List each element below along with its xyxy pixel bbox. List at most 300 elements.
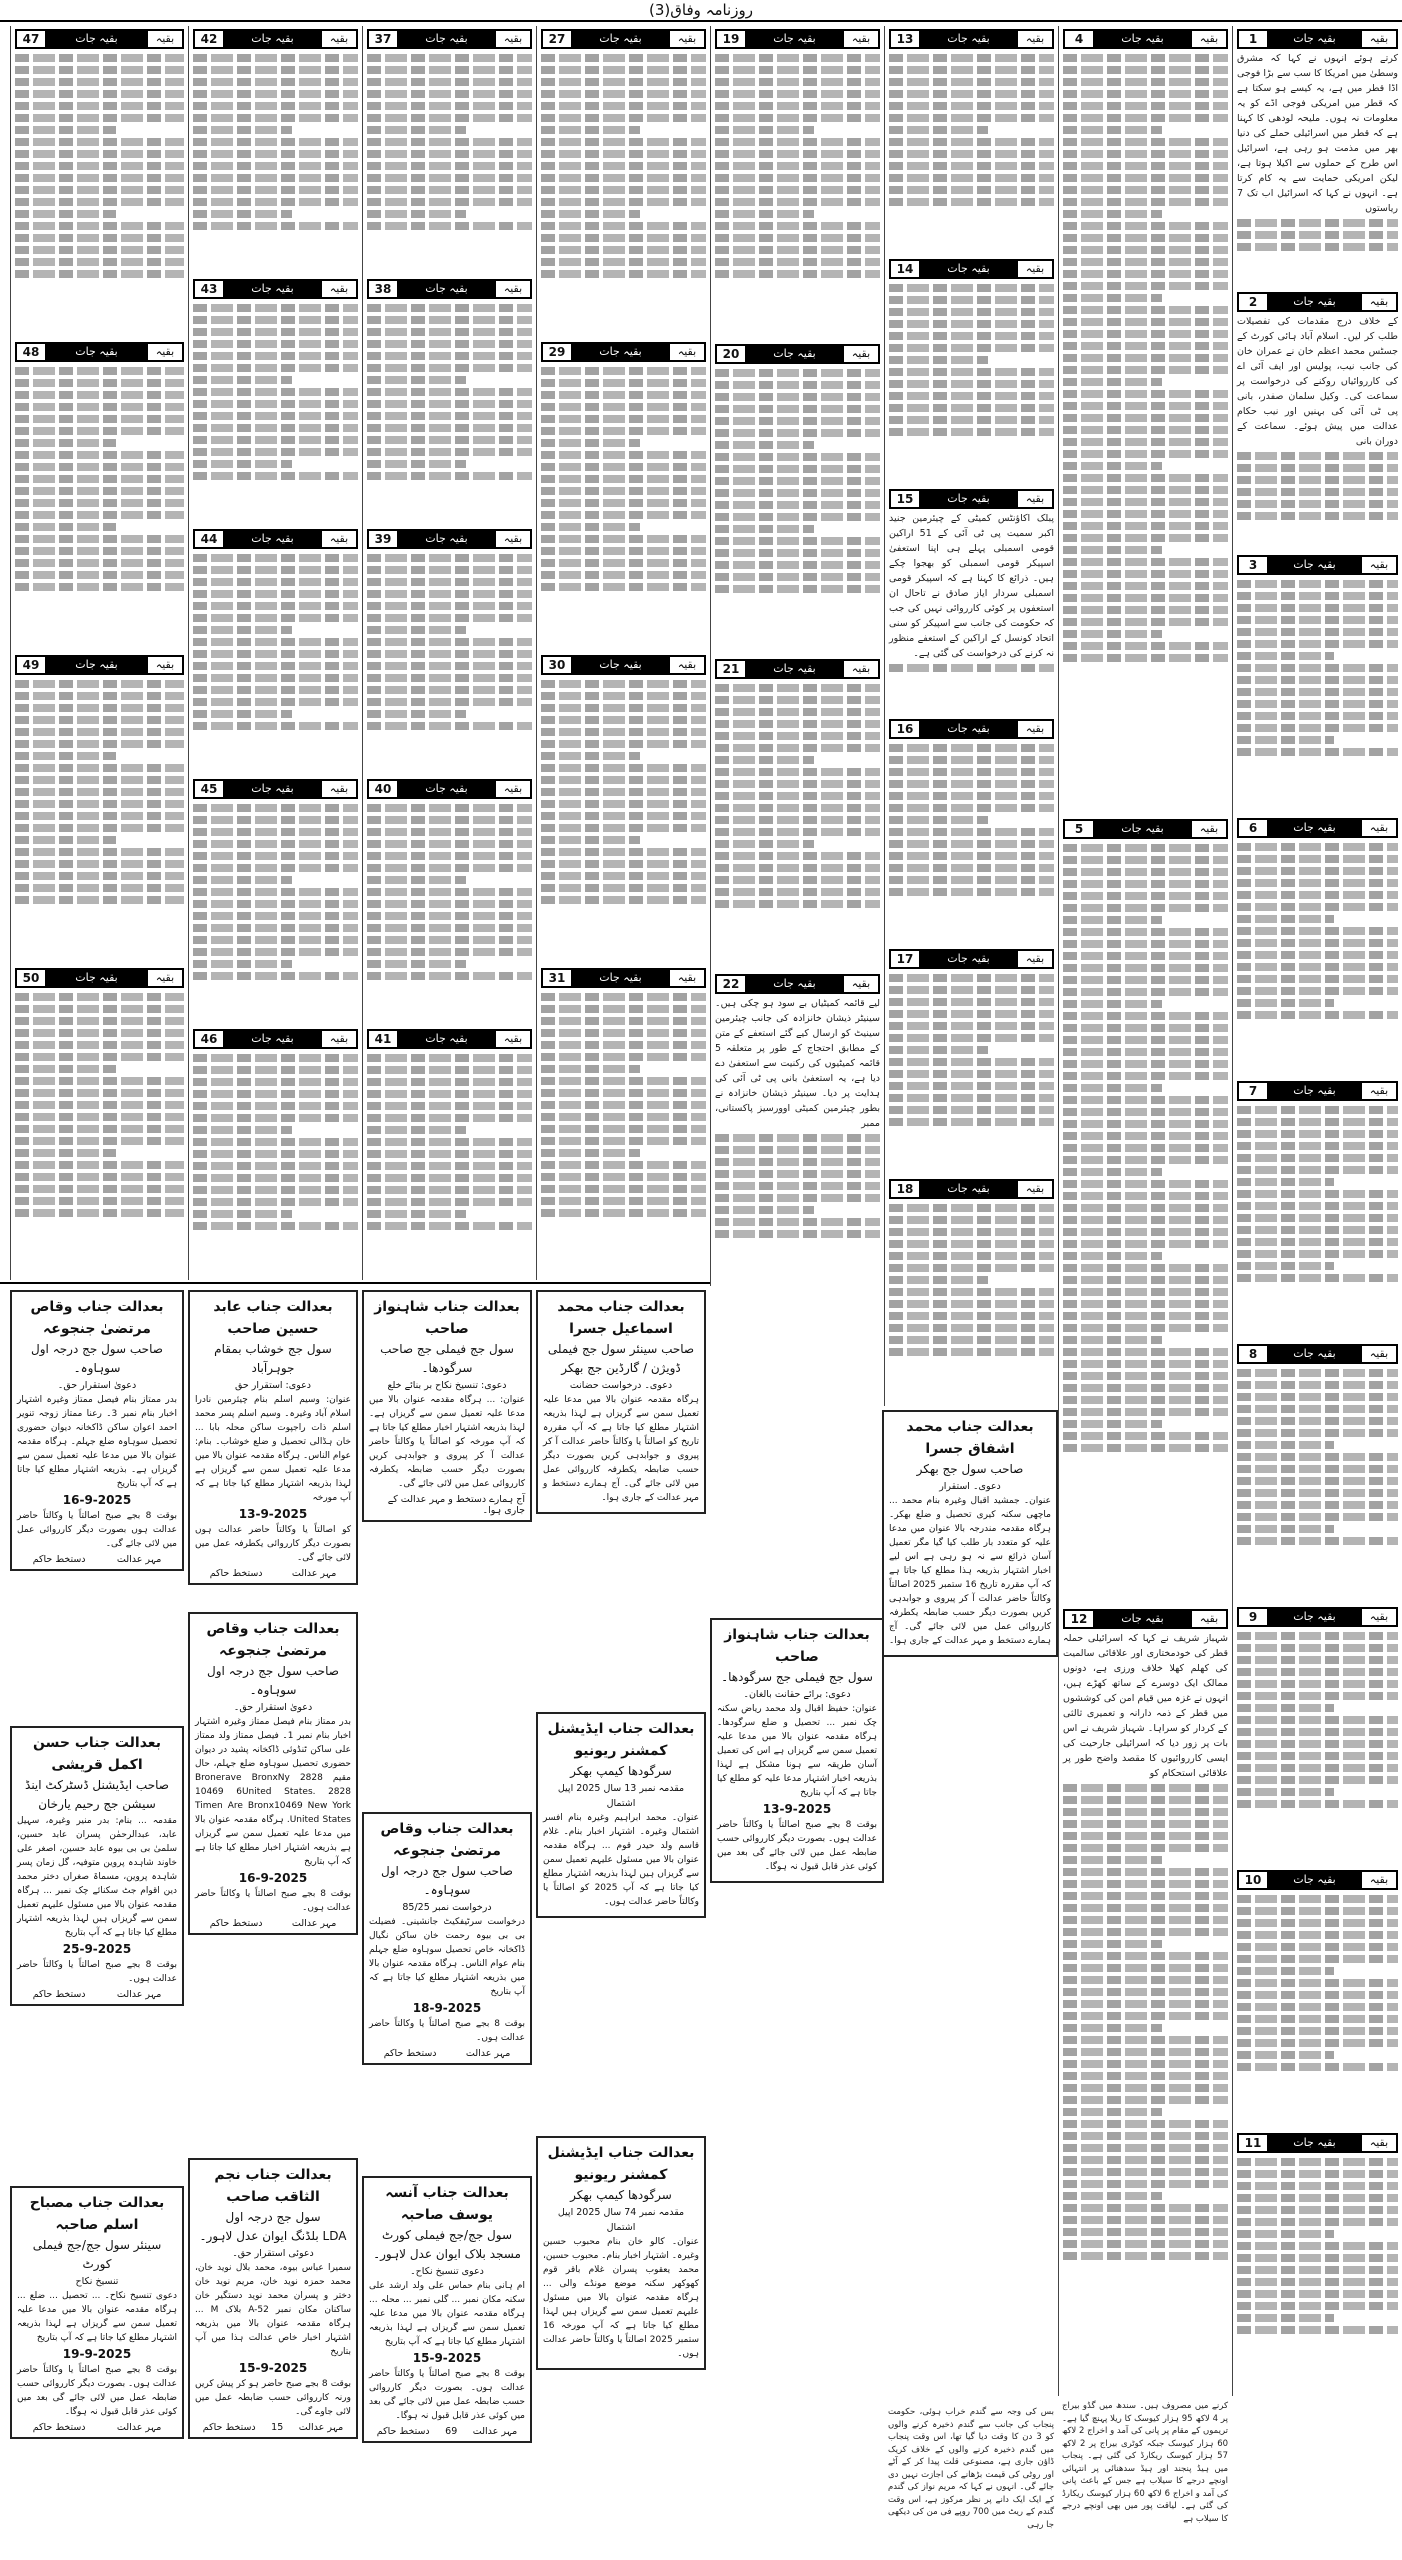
ribbon-tag: بقیہ xyxy=(1360,1609,1396,1625)
story-continuation xyxy=(715,366,880,597)
ribbon-tag: بقیہ xyxy=(1360,820,1396,836)
notice-judge-designation: صاحب سول جج بھکر xyxy=(916,1462,1024,1476)
story-continuation xyxy=(193,801,358,984)
notice-court-location: LDA بلڈنگ ایوان عدل لاہور۔ xyxy=(199,2229,347,2243)
ribbon-label: بقیہ جات xyxy=(1269,557,1360,573)
notice-court-title: بعدالت جناب حسن اکمل قریشی xyxy=(33,1735,161,1773)
story-continuation xyxy=(1063,51,1228,666)
ribbon-tag: بقیہ xyxy=(146,970,182,986)
news-story xyxy=(367,276,532,526)
story-ribbon xyxy=(889,29,1054,49)
ribbon-tag: بقیہ xyxy=(1360,1083,1396,1099)
ribbon-tag: بقیہ xyxy=(1360,557,1396,573)
court-seal-label: مہر عدالت xyxy=(116,1554,162,1565)
story-number: 5 xyxy=(1065,821,1095,837)
notice-hearing-date: 16-9-2025 xyxy=(62,1493,132,1507)
story-text: کے خلاف درج مقدمات کی تفصیلات طلب کر لیں۔ اسلام آباد ہائی کورٹ کے جسٹس محمد اعظم خان نے عمران خان کی جانب نیب، پولیس اور ایف آئی اے کی کارروائیاں روکنے کی درخواست پر سماعت کی۔ وکیل سلمان صفدر، بانی پی ٹی آئی کی بہنیں اور نیب حکام عدالت میں پیش ہوئے۔ سماعت کے دوران بانی xyxy=(1237,316,1398,447)
ribbon-label: بقیہ جات xyxy=(747,346,842,362)
ribbon-label: بقیہ جات xyxy=(47,344,146,360)
notice-court-title: بعدالت جناب محمد اسماعیل جسرا xyxy=(557,1299,685,1337)
story-number: 31 xyxy=(543,970,573,986)
ribbon-label: بقیہ جات xyxy=(921,261,1016,277)
news-story xyxy=(193,26,358,276)
notice-signature-row xyxy=(369,2426,525,2437)
story-ribbon xyxy=(15,655,184,675)
notice-number: 15 xyxy=(271,2422,284,2433)
ribbon-label: بقیہ جات xyxy=(1269,1872,1360,1888)
notice-court-title: بعدالت جناب ایڈیشنل کمشنر ریونیو xyxy=(547,1721,695,1759)
news-story xyxy=(715,656,880,971)
signature-label: دستخط حاکم xyxy=(209,1918,263,1929)
court-notice xyxy=(188,2158,358,2439)
ribbon-label: بقیہ جات xyxy=(747,976,842,992)
notice-court-title: بعدالت جناب شاہنواز صاحب xyxy=(724,1627,870,1665)
news-story xyxy=(889,26,1054,256)
notice-body: عنوان: ... ہرگاہ مقدمہ عنوان بالا میں مدعا علیہ تعمیل سمن سے گریزاں ہے۔ لہذا بذریعہ اشتہار اخبار مطلع کیا جاتا ہے کہ آپ مورخہ کو اصالتاً یا وکالتاً حاضر عدالت آ کر پیروی و جوابدہی کریں بصورت دیگر حسب ضابطہ یکطرفہ کارروائی عمل میں لائی جائے گی۔ xyxy=(369,1395,525,1489)
story-continuation xyxy=(1237,449,1398,524)
news-story xyxy=(367,26,532,276)
court-notice xyxy=(362,1812,532,2065)
notice-claim: مقدمہ نمبر 74 سال 2025 اپیل اشتمال xyxy=(557,2207,685,2233)
ribbon-label: بقیہ جات xyxy=(573,657,668,673)
story-continuation xyxy=(889,281,1054,440)
news-story xyxy=(889,256,1054,486)
notice-hearing-date: 16-9-2025 xyxy=(238,1871,308,1885)
court-notice xyxy=(536,2136,706,2370)
story-ribbon xyxy=(193,779,358,799)
news-story xyxy=(15,652,184,965)
story-number: 22 xyxy=(717,976,747,992)
notice-court-title: بعدالت جناب وقاص مرتضیٰ جنجوعہ xyxy=(380,1821,514,1859)
story-continuation xyxy=(193,1051,358,1234)
story-text: پبلک اکاؤنٹس کمیٹی کے چیئرمین جنید اکبر سمیت پی ٹی آئی کے 51 اراکین قومی اسمبلی پہلے ہی اپنا استعفیٰ اسپیکر قومی اسمبلی کو بھجوا چکے ہیں۔ ذرائع کا کہنا ہے کہ اسپیکر قومی اسمبلی سردار ایاز صادق نے تاحال ان استعفوں پر کوئی کارروائی نہیں کی جب کہ حکومت کی جانب سے اسپیکر کو سنی اتحاد کونسل کے اراکین کے استعفے منظور نہ کرنے کی درخواست کی گئی ہے۔ xyxy=(889,513,1055,659)
ribbon-label: بقیہ جات xyxy=(47,970,146,986)
notice-judge-designation: صاحب ایڈیشنل ڈسٹرکٹ اینڈ سیشن جج رحیم یارخان xyxy=(25,1778,169,1811)
notice-court-title: بعدالت جناب محمد اشفاق جسرا xyxy=(906,1419,1034,1457)
notice-claim: درخواست نمبر 85/25 xyxy=(402,1902,492,1913)
story-ribbon xyxy=(15,342,184,362)
newspaper-masthead xyxy=(0,0,1402,22)
story-continuation xyxy=(889,1201,1054,1360)
ribbon-label: بقیہ جات xyxy=(399,31,494,47)
notice-body: درخواست سرٹیفکیٹ جانشینی۔ فضیلت بی بی بیوہ رحمت خان ساکن نگیال ڈاکخانہ خاص تحصیل سوہاوہ ضلع جہلم بنام عوام الناس۔ ہرگاہ مقدمہ عنوان بالا میں بذریعہ اشتہار مطلع کیا جاتا ہے کہ آپ بتاریخ xyxy=(369,1917,525,1997)
court-seal-label: مہر عدالت xyxy=(472,2426,518,2437)
story-number: 30 xyxy=(543,657,573,673)
story-number: 11 xyxy=(1239,2135,1269,2151)
notice-hearing-date: 13-9-2025 xyxy=(762,1802,832,1816)
news-column xyxy=(536,26,710,1280)
news-column xyxy=(1058,26,1232,2396)
court-notice xyxy=(536,1712,706,1918)
story-continuation xyxy=(715,681,880,912)
story-continuation xyxy=(15,51,184,282)
notice-judge-designation: سول جج فیملی جج صاحب سرگودھا۔ xyxy=(380,1342,514,1375)
story-ribbon xyxy=(715,974,880,994)
notice-hearing-date: 15-9-2025 xyxy=(238,2361,308,2375)
story-continuation xyxy=(15,364,184,595)
story-continuation xyxy=(1237,840,1398,1023)
story-number: 40 xyxy=(369,781,399,797)
notice-claim: دعوی۔ درخواست حضانت xyxy=(569,1380,673,1391)
story-number: 12 xyxy=(1065,1611,1095,1627)
story-ribbon xyxy=(193,29,358,49)
notice-body: عنوان: حفیظ اقبال ولد محمد ریاض سکنہ چک نمبر ... تحصیل و ضلع سرگودھا۔ ہرگاہ مقدمہ عنوان بالا میں مدعا علیہ تعمیل سمن سے گریزاں ہے اس کی تعمیل آسان طریقہ سے ہونا مشکل ہے لہذا بذریعہ اخبار اشتہار مدعا علیہ کو مطلع کیا جاتا ہے کہ آپ بتاریخ xyxy=(717,1704,877,1798)
ribbon-tag: بقیہ xyxy=(1360,31,1396,47)
story-continuation xyxy=(889,971,1054,1130)
story-ribbon xyxy=(1063,1609,1228,1629)
news-story xyxy=(541,652,706,965)
notice-body-tail: بوقت 8 بجے صبح اصالتاً یا وکالتاً حاضر عدالت ہوں۔ بصورت دیگر کارروائی حسب ضابطہ عمل میں لائی جائے گی بعد میں کوئی عذر قابل قبول نہ ہوگا۔ xyxy=(369,2369,526,2421)
court-notice xyxy=(710,1618,884,1883)
ribbon-label: بقیہ جات xyxy=(1095,821,1190,837)
news-story xyxy=(367,526,532,776)
story-continuation xyxy=(1063,841,1228,1456)
news-story xyxy=(1237,1078,1398,1341)
signature-label: دستخط حاکم xyxy=(32,1989,86,2000)
notice-body: عنوان۔ کالو خان بنام محبوب حسین وغیرہ۔ اشتہار اخبار بنام۔ محبوب حسین، محمد یعقوب پسران غلام باقر قوم کھوکھر سکنہ موضع مونڈے والی ... ہرگاہ مقدمہ عنوان بالا میں مسئول علیہم تعمیل سمن سے گریزاں ہیں لہذا مطلع کیا جاتا ہے کہ آپ مورخہ 16 ستمبر 2025 اصالتاً یا وکالتاً حاضر عدالت ہوں۔ xyxy=(543,2237,699,2359)
story-ribbon xyxy=(889,259,1054,279)
notice-judge-designation: سرگودھا کیمپ بھکر xyxy=(570,1764,672,1778)
notice-judge-designation: سرگودھا کیمپ بھکر xyxy=(570,2188,672,2202)
ribbon-label: بقیہ جات xyxy=(1269,294,1360,310)
story-ribbon xyxy=(367,779,532,799)
ribbon-label: بقیہ جات xyxy=(747,661,842,677)
signature-label: دستخط حاکم xyxy=(32,2422,86,2433)
notice-body-tail: بوقت 8 بجے صبح اصالتاً یا وکالتاً حاضر عدالت ہوں۔ بصورت دیگر کارروائی حسب ضابطہ عمل میں لائی جائے گی بعد میں کوئی عذر قابل قبول نہ ہوگا۔ xyxy=(17,2365,177,2417)
ribbon-label: بقیہ جات xyxy=(47,31,146,47)
story-number: 9 xyxy=(1239,1609,1269,1625)
news-story xyxy=(1237,1867,1398,2130)
ribbon-label: بقیہ جات xyxy=(47,657,146,673)
ribbon-tag: بقیہ xyxy=(668,31,704,47)
story-number: 50 xyxy=(17,970,47,986)
story-number: 15 xyxy=(891,491,921,507)
notice-signature-row xyxy=(195,2422,351,2433)
court-notice xyxy=(10,1290,184,1571)
notice-signature-row xyxy=(17,2422,177,2433)
ribbon-label: بقیہ جات xyxy=(225,31,320,47)
story-number: 46 xyxy=(195,1031,225,1047)
story-continuation xyxy=(1237,1892,1398,2075)
notice-body-tail: کو اصالتاً یا وکالتاً حاضر عدالت ہوں بصورت دیگر کارروائی یکطرفہ عمل میں لائی جائے گی۔ xyxy=(195,1525,351,1563)
story-number: 17 xyxy=(891,951,921,967)
story-continuation xyxy=(715,51,880,282)
ribbon-tag: بقیہ xyxy=(1190,31,1226,47)
ribbon-label: بقیہ جات xyxy=(921,1181,1016,1197)
notice-body-tail: بوقت 8 بجے صبح اصالتاً یا وکالتاً حاضر عدالت ہوں۔ xyxy=(195,1889,352,1913)
ribbon-label: بقیہ جات xyxy=(225,531,320,547)
court-seal-label: مہر عدالت xyxy=(298,2422,344,2433)
ribbon-label: بقیہ جات xyxy=(1269,1609,1360,1625)
notice-body: ام ہانی بنام حماس علی ولد ارشد علی سکنہ مکان نمبر ... گلی نمبر ... محلہ ... ہرگاہ مقدمہ عنوان بالا میں مدعا علیہ تعمیل سمن سے گریزاں ہے لہذا بذریعہ اشتہار مطلع کیا جاتا ہے کہ آپ بتاریخ xyxy=(369,2281,525,2347)
court-notice xyxy=(362,2176,532,2443)
story-number: 39 xyxy=(369,531,399,547)
ribbon-tag: بقیہ xyxy=(1016,491,1052,507)
story-ribbon xyxy=(1237,2133,1398,2153)
story-continuation xyxy=(1063,1781,1228,2264)
story-number: 44 xyxy=(195,531,225,547)
court-seal-label: مہر عدالت xyxy=(116,1989,162,2000)
notice-signature-row xyxy=(369,1494,525,1516)
ribbon-tag: بقیہ xyxy=(494,31,530,47)
ribbon-tag: بقیہ xyxy=(494,1031,530,1047)
notice-number: 69 xyxy=(445,2426,458,2437)
ribbon-tag: بقیہ xyxy=(1016,1181,1052,1197)
story-number: 29 xyxy=(543,344,573,360)
news-story xyxy=(193,276,358,526)
story-continuation xyxy=(193,301,358,484)
ribbon-tag: بقیہ xyxy=(494,531,530,547)
notice-judge-designation: صاحب سول جج درجہ اول سوہاوہ۔ xyxy=(207,1664,339,1697)
story-continuation xyxy=(541,51,706,282)
news-column xyxy=(884,26,1058,1406)
notice-court-title: بعدالت جناب نجم الثاقب صاحب xyxy=(214,2167,332,2205)
ribbon-label: بقیہ جات xyxy=(921,31,1016,47)
ribbon-tag: بقیہ xyxy=(668,657,704,673)
notice-claim: دعوی۔ استقرار xyxy=(939,1481,1001,1492)
story-continuation xyxy=(1237,1366,1398,1549)
notice-hearing-date: 19-9-2025 xyxy=(62,2347,132,2361)
ribbon-tag: بقیہ xyxy=(668,970,704,986)
story-number: 2 xyxy=(1239,294,1269,310)
story-ribbon xyxy=(541,342,706,362)
signature-label: دستخط حاکم xyxy=(202,2422,256,2433)
story-continuation xyxy=(541,990,706,1221)
story-continuation xyxy=(367,801,532,984)
news-story xyxy=(1237,552,1398,815)
notice-judge-designation: سول جج فیملی جج سرگودھا۔ xyxy=(721,1670,873,1684)
notice-court-title: بعدالت جناب آنسہ یوسف صاحبہ xyxy=(385,2185,509,2223)
story-ribbon xyxy=(1237,1870,1398,1890)
story-ribbon xyxy=(193,529,358,549)
ribbon-tag: بقیہ xyxy=(320,31,356,47)
story-ribbon xyxy=(1237,555,1398,575)
news-story xyxy=(1237,1604,1398,1867)
ribbon-tag: بقیہ xyxy=(320,531,356,547)
story-continuation xyxy=(889,661,1054,676)
ribbon-tag: بقیہ xyxy=(320,281,356,297)
notice-judge-designation: سول جج/جج فیملی کورٹ xyxy=(381,2228,513,2242)
notice-judge-designation: صاحب سول جج درجہ اول سوہاوہ۔ xyxy=(31,1342,163,1375)
notice-claim: دعوی: استقرار حق xyxy=(234,1380,312,1391)
ribbon-tag: بقیہ xyxy=(146,31,182,47)
notice-court-title: بعدالت جناب وقاص مرتضیٰ جنجوعہ xyxy=(30,1299,164,1337)
court-notice xyxy=(882,1410,1058,1657)
story-ribbon xyxy=(1237,292,1398,312)
ribbon-tag: بقیہ xyxy=(1360,1346,1396,1362)
ribbon-tag: بقیہ xyxy=(1360,2135,1396,2151)
story-continuation xyxy=(15,990,184,1221)
ribbon-tag: بقیہ xyxy=(1190,1611,1226,1627)
ribbon-tag: بقیہ xyxy=(320,781,356,797)
signature-label: دستخط حاکم xyxy=(383,2048,437,2059)
news-story xyxy=(1237,26,1398,289)
notice-body-tail: بوقت 8 بجے صبح اصالتاً یا وکالتاً حاضر عدالت ہوں۔ xyxy=(17,1960,177,1984)
story-ribbon xyxy=(1237,818,1398,838)
news-story xyxy=(1063,816,1228,1606)
story-ribbon xyxy=(715,29,880,49)
notice-court-title: بعدالت جناب مصباح اسلم صاحبہ xyxy=(29,2195,165,2233)
notice-hearing-date: 18-9-2025 xyxy=(412,2001,482,2015)
ribbon-tag: بقیہ xyxy=(842,346,878,362)
story-ribbon xyxy=(367,29,532,49)
ribbon-label: بقیہ جات xyxy=(1095,31,1190,47)
news-story xyxy=(889,486,1054,716)
story-number: 1 xyxy=(1239,31,1269,47)
story-number: 3 xyxy=(1239,557,1269,573)
news-story xyxy=(715,26,880,341)
news-story xyxy=(715,341,880,656)
ribbon-tag: بقیہ xyxy=(494,281,530,297)
story-continuation xyxy=(1237,1103,1398,1286)
notice-body-tail: بوقت 8 بجے صبح اصالتاً یا وکالتاً حاضر عدالت ہوں بصورت دیگر کارروائی عمل میں لائی جائے گی۔ xyxy=(17,1511,177,1549)
story-number: 6 xyxy=(1239,820,1269,836)
ribbon-tag: بقیہ xyxy=(668,344,704,360)
notice-judge-designation: سول جج خوشاب بمقام جوہرآباد xyxy=(214,1342,332,1375)
story-ribbon xyxy=(541,29,706,49)
news-story xyxy=(15,26,184,339)
story-ribbon xyxy=(367,529,532,549)
story-number: 10 xyxy=(1239,1872,1269,1888)
news-story xyxy=(1237,815,1398,1078)
news-column xyxy=(188,26,362,1280)
court-seal-label: مہر عدالت xyxy=(116,2422,162,2433)
ribbon-tag: بقیہ xyxy=(1016,31,1052,47)
notice-hearing-date: 13-9-2025 xyxy=(238,1507,308,1521)
news-story xyxy=(15,339,184,652)
ribbon-label: بقیہ جات xyxy=(573,31,668,47)
notice-claim: دعویٰ استقرار حق۔ xyxy=(57,1380,137,1391)
notice-claim: دعوئی استقرار حق۔ xyxy=(232,2248,314,2259)
story-number: 42 xyxy=(195,31,225,47)
ribbon-label: بقیہ جات xyxy=(1269,1346,1360,1362)
newspaper-title: روزنامہ وفاق(3) xyxy=(649,1,753,19)
news-story xyxy=(1063,26,1228,816)
news-column xyxy=(710,26,884,1286)
story-continuation xyxy=(193,51,358,234)
story-ribbon xyxy=(193,1029,358,1049)
ribbon-label: بقیہ جات xyxy=(1269,1083,1360,1099)
ribbon-tag: بقیہ xyxy=(842,31,878,47)
story-number: 14 xyxy=(891,261,921,277)
story-ribbon xyxy=(889,1179,1054,1199)
story-ribbon xyxy=(193,279,358,299)
court-notice xyxy=(10,1726,184,2006)
story-ribbon xyxy=(889,489,1054,509)
notice-hearing-date: 25-9-2025 xyxy=(62,1942,132,1956)
notice-judge-designation: سینئر سول جج/جج فیملی کورٹ xyxy=(32,2238,162,2271)
notice-body-tail: بوقت 8 بجے صبح اصالتاً یا وکالتاً حاضر عدالت ہوں۔ xyxy=(369,2019,526,2043)
ribbon-label: بقیہ جات xyxy=(225,281,320,297)
notice-body: عنوان۔ محمد ابراہیم وغیرہ بنام افسر اشتمال وغیرہ۔ اشتہار اخبار بنام۔ غلام قاسم ولد حیدر قوم ... ہرگاہ مقدمہ عنوان بالا میں مسئول علیہم تعمیل سمن سے گریزاں ہیں لہذا بذریعہ اشتہار مطلع کیا جاتا ہے کہ آپ 2025 کو اصالتاً یا وکالتاً حاضر عدالت ہوں۔ xyxy=(543,1813,699,1907)
ribbon-label: بقیہ جات xyxy=(1095,1611,1190,1627)
story-number: 38 xyxy=(369,281,399,297)
ribbon-label: بقیہ جات xyxy=(921,491,1016,507)
court-seal-label: مہر عدالت xyxy=(291,1568,337,1579)
notice-signature-row xyxy=(369,2048,525,2059)
notice-court-title: بعدالت جناب وقاص مرتضیٰ جنجوعہ xyxy=(206,1621,340,1659)
story-continuation xyxy=(367,301,532,484)
story-number: 16 xyxy=(891,721,921,737)
notice-body: سمیرا عباس بیوہ، محمد بلال نوید خان، محمد حمزہ نوید خان، مریم نوید خان دختر و پسران محمد نوید دستگیر خان ساکنان مکان نمبر A-52 بلاک M ... ہرگاہ مقدمہ عنوان بالا میں بذریعہ اشتہار اخبار خاص عدالت ہذا میں آپ بتاریخ xyxy=(195,2263,351,2357)
story-ribbon xyxy=(541,968,706,988)
ribbon-tag: بقیہ xyxy=(1360,294,1396,310)
notice-claim: تنسیخ نکاح xyxy=(75,2276,119,2287)
notice-body: ہرگاہ مقدمہ عنوان بالا میں مدعا علیہ تعمیل سمن سے گریزاں ہے لہذا بذریعہ اشتہار مطلع کیا جاتا ہے کہ آپ مقررہ تاریخ کو اصالتاً یا وکالتاً حاضر عدالت آ کر پیروی و جوابدہی کریں بصورت دیگر حسب ضابطہ یکطرفہ کارروائی عمل میں لائی جائے گی۔ آج ہمارے دستخط و مہر عدالت کے جاری ہوا۔ xyxy=(543,1395,699,1503)
story-ribbon xyxy=(889,949,1054,969)
notice-body: عنوان: وسیم اسلم بنام چیئرمین نادرا اسلام آباد وغیرہ۔ وسیم اسلم پسر محمد اسلم ذات راجپوت ساکن محلہ بابا ... خان ہڈالی تحصیل و ضلع خوشاب۔ بنام: عوام الناس۔ ہرگاہ مقدمہ عنوان بالا میں مدعا علیہ تعمیل سمن سے گریزاں ہے لہذا بذریعہ اشتہار مطلع کیا جاتا ہے کہ آپ مورخہ xyxy=(195,1395,351,1503)
story-number: 47 xyxy=(17,31,47,47)
notice-signature-row xyxy=(195,1918,351,1929)
story-ribbon xyxy=(1237,1344,1398,1364)
notice-claim: دعوی تنسیخ نکاح۔ xyxy=(410,2266,484,2277)
story-number: 13 xyxy=(891,31,921,47)
bottom-story: بس کی وجہ سے گندم خراب ہوئی، حکومت پنجاب کی جانب سے گندم ذخیرہ کرنے والوں کو 3 دن کا وقت دیا گیا تھا، اس وقت پنجاب میں گندم ذخیرہ کرنے والوں کے خلاف کریک ڈاؤن جاری ہے، مصنوعی قلت پیدا کر کے آٹے اور روٹی کی قیمت بڑھانے کی اجازت نہیں دی جائے گی۔ انہوں نے کہا کہ مریم نواز کی گندم کے ایک ایک دانے پر نظر مرکوز ہے، اس وقت گندم کے ریٹ میں 700 روپے فی من کی دیکھی جا رہی xyxy=(888,2407,1055,2530)
ribbon-label: بقیہ جات xyxy=(1269,31,1360,47)
ribbon-tag: بقیہ xyxy=(320,1031,356,1047)
news-story xyxy=(889,1176,1054,1406)
ribbon-tag: بقیہ xyxy=(842,661,878,677)
section-divider xyxy=(0,1282,710,1284)
notice-judge-designation: صاحب سول جج درجہ اول سوہاوہ۔ xyxy=(381,1864,513,1897)
story-ribbon xyxy=(1063,819,1228,839)
notice-claim: مقدمہ نمبر 13 سال 2025 اپیل اشتمال xyxy=(557,1783,685,1809)
story-number: 20 xyxy=(717,346,747,362)
story-ribbon xyxy=(1237,1607,1398,1627)
ribbon-tag: بقیہ xyxy=(494,781,530,797)
story-continuation xyxy=(367,1051,532,1234)
ribbon-tag: بقیہ xyxy=(146,344,182,360)
news-story xyxy=(193,1026,358,1276)
story-ribbon xyxy=(715,659,880,679)
ribbon-label: بقیہ جات xyxy=(1269,820,1360,836)
story-number: 7 xyxy=(1239,1083,1269,1099)
story-number: 27 xyxy=(543,31,573,47)
ribbon-tag: بقیہ xyxy=(1016,261,1052,277)
story-ribbon xyxy=(367,279,532,299)
news-story xyxy=(715,971,880,1286)
story-ribbon xyxy=(1237,1081,1398,1101)
news-story xyxy=(1063,1606,1228,2396)
story-continuation xyxy=(541,364,706,595)
court-seal-label: مہر عدالت xyxy=(291,1918,337,1929)
story-continuation xyxy=(889,51,1054,210)
story-continuation xyxy=(193,551,358,734)
notice-court-location: مسجد بلاک ایوان عدل لاہور۔ xyxy=(373,2247,521,2261)
news-story xyxy=(193,776,358,1026)
court-notice xyxy=(10,2186,184,2439)
ribbon-tag: بقیہ xyxy=(1360,1872,1396,1888)
news-story xyxy=(889,716,1054,946)
ribbon-label: بقیہ جات xyxy=(399,781,494,797)
news-story xyxy=(367,1026,532,1276)
story-ribbon xyxy=(715,344,880,364)
notice-court-title: بعدالت جناب شاہنواز صاحب xyxy=(374,1299,520,1337)
ribbon-tag: بقیہ xyxy=(842,976,878,992)
story-number: 41 xyxy=(369,1031,399,1047)
news-column xyxy=(362,26,536,1280)
news-story xyxy=(1237,289,1398,552)
court-notice xyxy=(362,1290,532,1522)
story-continuation xyxy=(15,677,184,908)
story-number: 21 xyxy=(717,661,747,677)
ribbon-tag: بقیہ xyxy=(1016,951,1052,967)
notice-body-tail: بوقت 8 بجے صبح اصالتاً یا وکالتاً حاضر عدالت ہوں۔ بصورت دیگر کارروائی حسب ضابطہ عمل میں لائی جائے گی بعد میں کوئی عذر قابل قبول نہ ہوگا۔ xyxy=(717,1820,877,1872)
story-continuation xyxy=(1237,1629,1398,1812)
notice-body: مقدمہ ... بنام: بدر منیر وغیرہ، سہیل عابد، عبدالرحمٰن پسران عابد حسین، سلمیٰ بی بی بیوہ عابد حسین، اصغر علی خاوند شاہدہ پروین متوفیہ، گل زمان پسر شاہدہ پروین، مسماۃ صغراں دختر محمد دین اقوام جٹ سکنائے چک نمبر ... ہرگاہ مقدمہ عنوان بالا میں مسئول علیہم تعمیل سمن سے گریزاں ہیں لہذا بذریعہ اشتہار مطلع کیا جاتا ہے کہ آپ بتاریخ xyxy=(17,1816,177,1938)
story-continuation xyxy=(541,677,706,908)
story-number: 18 xyxy=(891,1181,921,1197)
